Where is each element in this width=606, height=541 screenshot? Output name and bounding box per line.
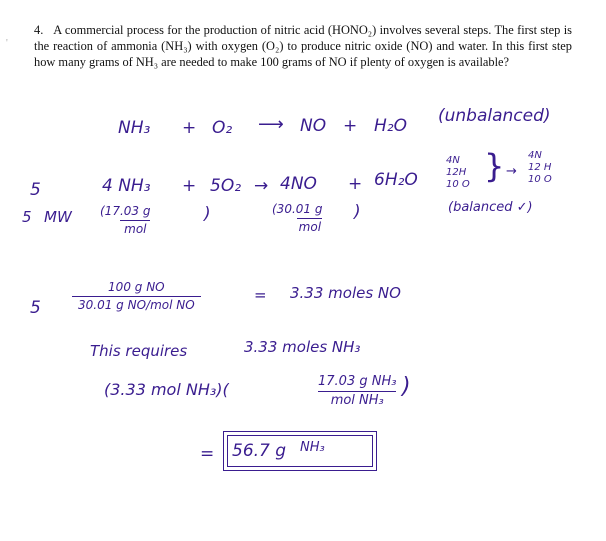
calc-fraction	[318, 374, 396, 408]
left-count-h: 12H	[446, 167, 467, 178]
mw-nh3-close: )	[204, 204, 211, 224]
balanced-nh3: 4 NH₃	[102, 176, 151, 196]
requires-value: 3.33 moles NH₃	[244, 338, 361, 356]
balanced-plus-1: +	[182, 176, 197, 196]
moles-num: 100 g NO	[108, 280, 165, 294]
unbalanced-no: NO	[300, 116, 327, 136]
calc-close: )	[402, 374, 411, 399]
mw-score: 5	[22, 208, 32, 226]
calc-den: mol NH₃	[330, 393, 384, 408]
balanced-o2: 5O₂	[210, 176, 242, 196]
balanced-no: 4NO	[280, 174, 317, 194]
unbalanced-nh3: NH₃	[118, 118, 151, 138]
mw-no-bar	[297, 218, 322, 219]
atom-count-arrow: →	[506, 164, 517, 179]
moles-fraction	[78, 280, 195, 312]
margin-mark: '	[6, 38, 8, 49]
mw-no-close: )	[354, 202, 361, 222]
calc-num: 17.03 g NH₃	[318, 374, 397, 389]
mw-nh3-bar	[120, 220, 150, 221]
mw-nh3	[100, 204, 150, 236]
unbalanced-h2o: H₂O	[374, 116, 407, 136]
moles-bar	[72, 296, 200, 297]
balanced-plus-2: +	[348, 174, 363, 194]
right-brace: }	[484, 147, 505, 185]
unbalanced-arrow: ⟶	[258, 114, 284, 135]
problem-statement	[34, 22, 572, 71]
unbalanced-o2: O₂	[212, 118, 233, 138]
answer-value: 56.7 g	[232, 441, 287, 461]
balanced-score: 5	[30, 180, 41, 200]
problem-text: A commercial process for the production of nitric acid (HONO₂) involves several steps. The first step is the reaction of ammonia (NH₃) with oxygen (O₂) to produce nitric oxide (NO) and water. In this first step how many grams of NH₃ are needed to make 100 grams of NO if plenty of oxygen is available?	[34, 23, 572, 70]
mw-no-den: mol	[298, 220, 322, 234]
right-atom-counts	[528, 150, 552, 186]
mw-label: MW	[44, 208, 72, 226]
mw-nh3-num: (17.03 g	[100, 204, 151, 218]
balanced-arrow: →	[254, 176, 269, 196]
right-count-o: 10 O	[528, 174, 552, 185]
problem-number: 4.	[34, 23, 44, 37]
requires-label: This requires	[90, 342, 188, 360]
moles-den: 30.01 g NO/mol NO	[78, 298, 195, 312]
calc-bar	[318, 391, 396, 392]
moles-result: 3.33 moles NO	[290, 284, 401, 302]
right-count-h: 12 H	[528, 162, 552, 173]
left-count-o: 10 O	[446, 179, 470, 190]
moles-equals: =	[254, 286, 267, 304]
balanced-h2o: 6H₂O	[374, 170, 418, 190]
unbalanced-note: (unbalanced)	[438, 106, 551, 126]
right-count-n: 4N	[528, 150, 542, 161]
mw-no	[272, 202, 322, 234]
mw-no-num: (30.01 g	[272, 202, 323, 216]
balanced-note: (balanced ✓)	[448, 200, 533, 215]
answer-equals: =	[200, 444, 215, 464]
answer-unit: NH₃	[300, 439, 325, 455]
left-atom-counts	[446, 155, 470, 191]
left-count-n: 4N	[446, 155, 460, 166]
calc-open: (3.33 mol NH₃)(	[104, 380, 229, 399]
moles-score: 5	[30, 298, 41, 318]
mw-nh3-den: mol	[124, 222, 147, 236]
unbalanced-plus-2: +	[343, 116, 358, 136]
answer-box	[223, 431, 377, 471]
unbalanced-plus-1: +	[182, 118, 197, 138]
